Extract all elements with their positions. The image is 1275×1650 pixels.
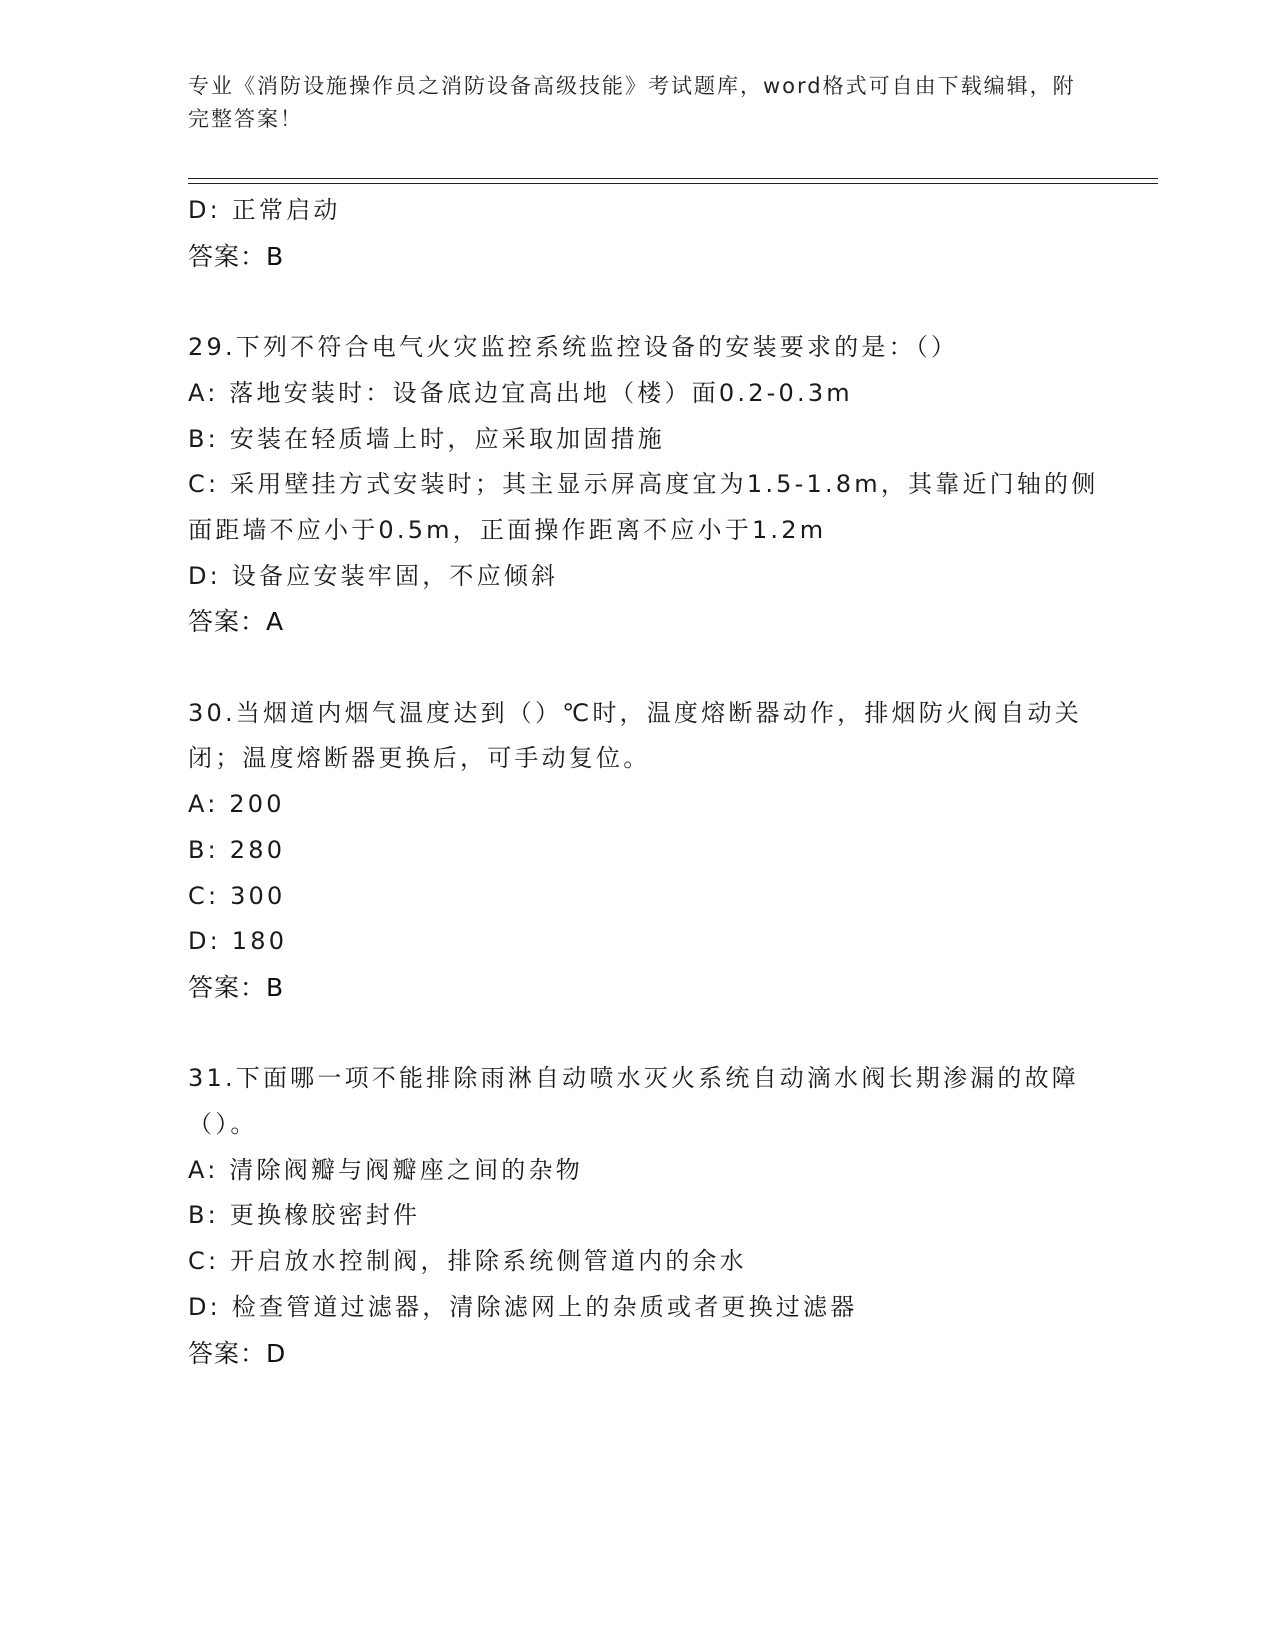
question-29 <box>188 325 1108 645</box>
option-d: D: 180 <box>188 927 288 956</box>
answer-label: 答案：B <box>188 972 285 1002</box>
question-stem: 31.下面哪一项不能排除雨淋自动喷水灭火系统自动滴水阀长期渗漏的故障（）。 <box>188 1064 1079 1139</box>
answer-label: 答案：A <box>188 607 285 637</box>
page-header: 专业《消防设施操作员之消防设备高级技能》考试题库，word格式可自由下载编辑，附完整答案！ <box>188 74 1076 131</box>
option-b: B: 280 <box>188 835 286 864</box>
answer-label: 答案：B <box>188 241 285 271</box>
option-c: C: 300 <box>188 881 286 910</box>
header-divider-top <box>188 178 1158 179</box>
question-stem: 30.当烟道内烟气温度达到（）℃时，温度熔断器动作，排烟防火阀自动关闭；温度熔断器更换后，可手动复位。 <box>188 698 1082 773</box>
question-stem: 29.下列不符合电气火灾监控系统监控设备的安装要求的是：（） <box>188 333 959 362</box>
option-a: A: 清除阀瓣与阀瓣座之间的杂物 <box>188 1155 583 1184</box>
option-b: B: 更换橡胶密封件 <box>188 1201 421 1230</box>
question-30 <box>188 691 1108 1011</box>
option-a: A: 200 <box>188 790 285 819</box>
header-divider-bottom <box>188 183 1158 184</box>
answer-label: 答案：D <box>188 1338 287 1368</box>
option-d: D: 设备应安装牢固，不应倾斜 <box>188 561 559 590</box>
option-d: D: 正常启动 <box>188 196 341 224</box>
question-28-partial <box>188 188 1108 279</box>
option-c: C: 采用壁挂方式安装时；其主显示屏高度宜为1.5-1.8m，其靠近门轴的侧面距墙不应小于0.5m，正面操作距离不应小于1.2m <box>188 470 1099 544</box>
question-list <box>188 188 1108 1376</box>
option-b: B: 安装在轻质墙上时，应采取加固措施 <box>188 424 665 453</box>
option-c: C: 开启放水控制阀，排除系统侧管道内的余水 <box>188 1247 747 1276</box>
question-31 <box>188 1056 1108 1376</box>
option-a: A: 落地安装时：设备底边宜高出地（楼）面0.2-0.3m <box>188 378 853 407</box>
option-d: D: 检查管道过滤器，清除滤网上的杂质或者更换过滤器 <box>188 1292 858 1321</box>
